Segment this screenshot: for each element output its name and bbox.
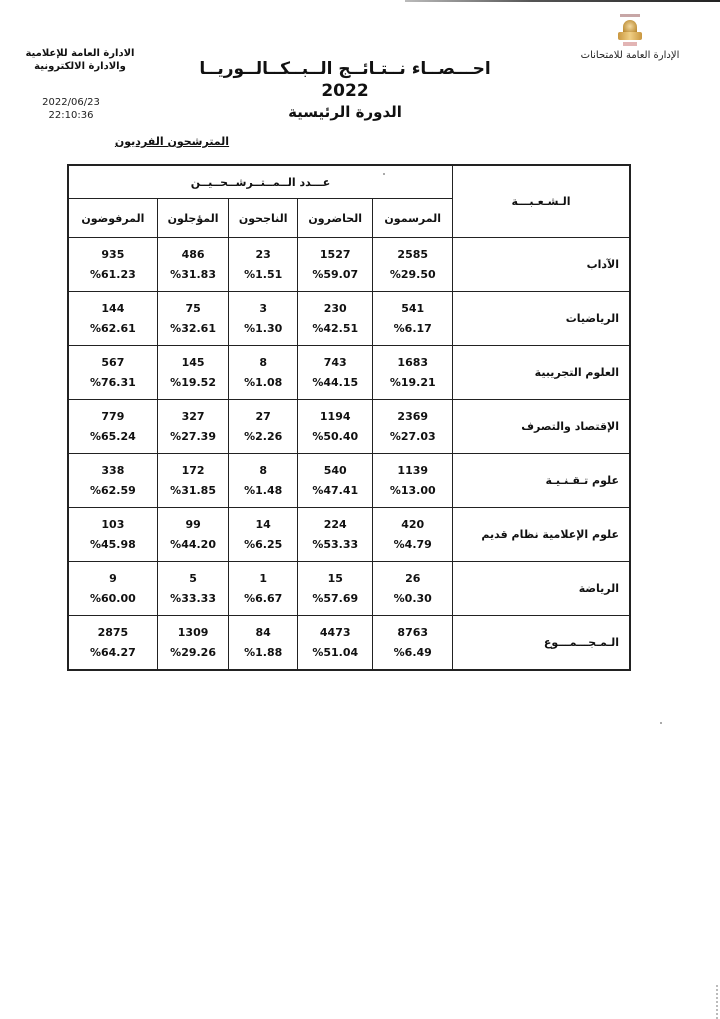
cell-present — [297, 616, 372, 671]
ministry-crest-icon — [615, 14, 645, 48]
percent-value: %60.00 — [89, 591, 136, 605]
count-value: 1 — [259, 571, 268, 585]
count-value: 8 — [259, 355, 268, 369]
count-value: 420 — [401, 517, 425, 531]
cell-rejected — [68, 562, 157, 616]
count-value: 1194 — [319, 409, 351, 423]
branch-name: الـمـجـــمـــوع — [453, 616, 631, 671]
percent-value: %6.67 — [244, 591, 283, 605]
count-value: 230 — [323, 301, 347, 315]
count-value: 23 — [255, 247, 271, 261]
column-header-deferred: المؤجلون — [157, 199, 229, 238]
branch-name: الرياضة — [453, 562, 631, 616]
print-datetime — [36, 96, 106, 122]
cell-rejected — [68, 508, 157, 562]
percent-value: %59.07 — [312, 267, 359, 281]
percent-value: %42.51 — [312, 321, 359, 335]
cell-passed — [229, 292, 298, 346]
table-row — [68, 292, 630, 346]
cell-registered — [373, 616, 453, 671]
cell-deferred — [157, 400, 229, 454]
count-value: 486 — [181, 247, 205, 261]
cell-present — [297, 346, 372, 400]
table-row — [68, 400, 630, 454]
percent-value: %27.39 — [170, 429, 216, 443]
table-row — [68, 346, 630, 400]
percent-value: %6.17 — [393, 321, 432, 335]
count-value: 779 — [101, 409, 125, 423]
cell-deferred — [157, 346, 229, 400]
media-department-line2: والادارة الالكترونية — [34, 61, 126, 72]
percent-value: %31.85 — [170, 483, 216, 497]
percent-value: %62.59 — [89, 483, 136, 497]
percent-value: %76.31 — [89, 375, 136, 389]
percent-value: %29.50 — [389, 267, 436, 281]
branch-name: العلوم التجريبية — [453, 346, 631, 400]
count-value: 27 — [255, 409, 271, 423]
cell-registered — [373, 400, 453, 454]
percent-value: %44.20 — [170, 537, 216, 551]
percent-value: %45.98 — [89, 537, 136, 551]
column-header-present: الحاضرون — [297, 199, 372, 238]
cell-present — [297, 454, 372, 508]
cell-rejected — [68, 292, 157, 346]
percent-value: %19.52 — [170, 375, 216, 389]
percent-value: %57.69 — [312, 591, 359, 605]
section-title: المترشحون الفرديون — [114, 135, 230, 148]
count-value: 2585 — [397, 247, 429, 261]
percent-value: %50.40 — [312, 429, 359, 443]
percent-value: %6.49 — [393, 645, 432, 659]
cell-deferred — [157, 562, 229, 616]
cell-registered — [373, 292, 453, 346]
title-session: الدورة الرئيسية — [288, 103, 402, 121]
cell-present — [297, 292, 372, 346]
cell-passed — [229, 238, 298, 292]
cell-present — [297, 562, 372, 616]
count-value: 26 — [405, 571, 421, 585]
cell-registered — [373, 346, 453, 400]
cell-present — [297, 508, 372, 562]
column-header-registered: المرسمون — [373, 199, 453, 238]
percent-value: %1.48 — [244, 483, 283, 497]
exams-department-label: الإدارة العامة للامتحانات — [580, 50, 680, 61]
percent-value: %61.23 — [89, 267, 136, 281]
table-row — [68, 454, 630, 508]
count-value: 14 — [255, 517, 271, 531]
count-value: 743 — [323, 355, 347, 369]
document-title — [180, 58, 510, 122]
media-department-label — [20, 47, 140, 73]
cell-registered — [373, 454, 453, 508]
percent-value: %27.03 — [389, 429, 436, 443]
cell-registered — [373, 508, 453, 562]
count-value: 9 — [109, 571, 117, 585]
cell-rejected — [68, 400, 157, 454]
print-time: 22:10:36 — [48, 110, 94, 121]
count-value: 15 — [327, 571, 343, 585]
count-value: 144 — [101, 301, 125, 315]
percent-value: %6.25 — [244, 537, 283, 551]
cell-passed — [229, 400, 298, 454]
count-value: 2875 — [97, 625, 129, 639]
cell-deferred — [157, 616, 229, 671]
cell-passed — [229, 454, 298, 508]
percent-value: %62.61 — [89, 321, 136, 335]
top-border-line — [405, 0, 720, 2]
scan-edge-mark — [716, 985, 718, 1019]
percent-value: %1.51 — [244, 267, 283, 281]
count-value: 8 — [259, 463, 268, 477]
count-value: 8763 — [397, 625, 429, 639]
count-value: 1527 — [319, 247, 351, 261]
percent-value: %31.83 — [170, 267, 216, 281]
percent-value: %65.24 — [89, 429, 136, 443]
percent-value: %2.26 — [244, 429, 283, 443]
count-value: 172 — [181, 463, 205, 477]
cell-deferred — [157, 292, 229, 346]
percent-value: %4.79 — [393, 537, 432, 551]
percent-value: %51.04 — [312, 645, 359, 659]
count-value: 84 — [255, 625, 271, 639]
percent-value: %32.61 — [170, 321, 216, 335]
percent-value: %13.00 — [389, 483, 436, 497]
cell-passed — [229, 562, 298, 616]
cell-present — [297, 400, 372, 454]
count-value: 4473 — [319, 625, 351, 639]
column-header-passed: الناجحون — [229, 199, 298, 238]
print-date: 2022/06/23 — [42, 97, 100, 108]
count-value: 338 — [101, 463, 125, 477]
column-header-rejected: المرفوضون — [68, 199, 157, 238]
count-value: 327 — [181, 409, 205, 423]
count-value: 1139 — [397, 463, 429, 477]
count-value: 1309 — [177, 625, 209, 639]
cell-rejected — [68, 238, 157, 292]
percent-value: %1.30 — [244, 321, 283, 335]
cell-passed — [229, 508, 298, 562]
count-value: 540 — [323, 463, 347, 477]
table-row — [68, 238, 630, 292]
title-main: احـــصــاء نــتـائــج الــبــكــالــوريــا 2022 — [199, 59, 491, 101]
percent-value: %0.30 — [393, 591, 432, 605]
count-value: 3 — [259, 301, 268, 315]
count-value: 99 — [185, 517, 201, 531]
count-value: 2369 — [397, 409, 429, 423]
branch-header: الـشـعـبـــة — [453, 165, 631, 238]
branch-name: علوم الإعلامية نظام قديم — [453, 508, 631, 562]
count-value: 935 — [101, 247, 125, 261]
table-row — [68, 508, 630, 562]
header-row-group — [68, 165, 630, 199]
count-value: 103 — [101, 517, 125, 531]
cell-present — [297, 238, 372, 292]
percent-value: %33.33 — [170, 591, 216, 605]
count-value: 145 — [181, 355, 205, 369]
percent-value: %1.88 — [244, 645, 283, 659]
cell-registered — [373, 238, 453, 292]
cell-rejected — [68, 616, 157, 671]
cell-passed — [229, 616, 298, 671]
count-value: 224 — [323, 517, 347, 531]
percent-value: %29.26 — [170, 645, 216, 659]
percent-value: %19.21 — [389, 375, 436, 389]
table-row — [68, 562, 630, 616]
branch-name: الآداب — [453, 238, 631, 292]
branch-name: الرياضيات — [453, 292, 631, 346]
percent-value: %44.15 — [312, 375, 359, 389]
cell-deferred — [157, 508, 229, 562]
cell-passed — [229, 346, 298, 400]
cell-rejected — [68, 454, 157, 508]
media-department-line1: الادارة العامة للإعلامية — [25, 48, 135, 59]
results-table — [67, 164, 631, 671]
cell-registered — [373, 562, 453, 616]
branch-name: علوم تـقـنـيـة — [453, 454, 631, 508]
percent-value: %53.33 — [312, 537, 359, 551]
count-value: 75 — [185, 301, 201, 315]
count-value: 567 — [101, 355, 125, 369]
count-value: 541 — [401, 301, 425, 315]
count-value: 5 — [189, 571, 197, 585]
cell-deferred — [157, 238, 229, 292]
cell-deferred — [157, 454, 229, 508]
scan-speck — [383, 173, 385, 175]
exams-department-header — [570, 14, 690, 61]
scan-speck — [660, 722, 662, 724]
total-row — [68, 616, 630, 671]
percent-value: %64.27 — [89, 645, 136, 659]
candidates-count-header: عـــدد الــمــتــرشــحــيــن — [68, 165, 453, 199]
branch-name: الإقتصاد والتصرف — [453, 400, 631, 454]
count-value: 1683 — [397, 355, 429, 369]
percent-value: %1.08 — [244, 375, 283, 389]
percent-value: %47.41 — [312, 483, 359, 497]
cell-rejected — [68, 346, 157, 400]
